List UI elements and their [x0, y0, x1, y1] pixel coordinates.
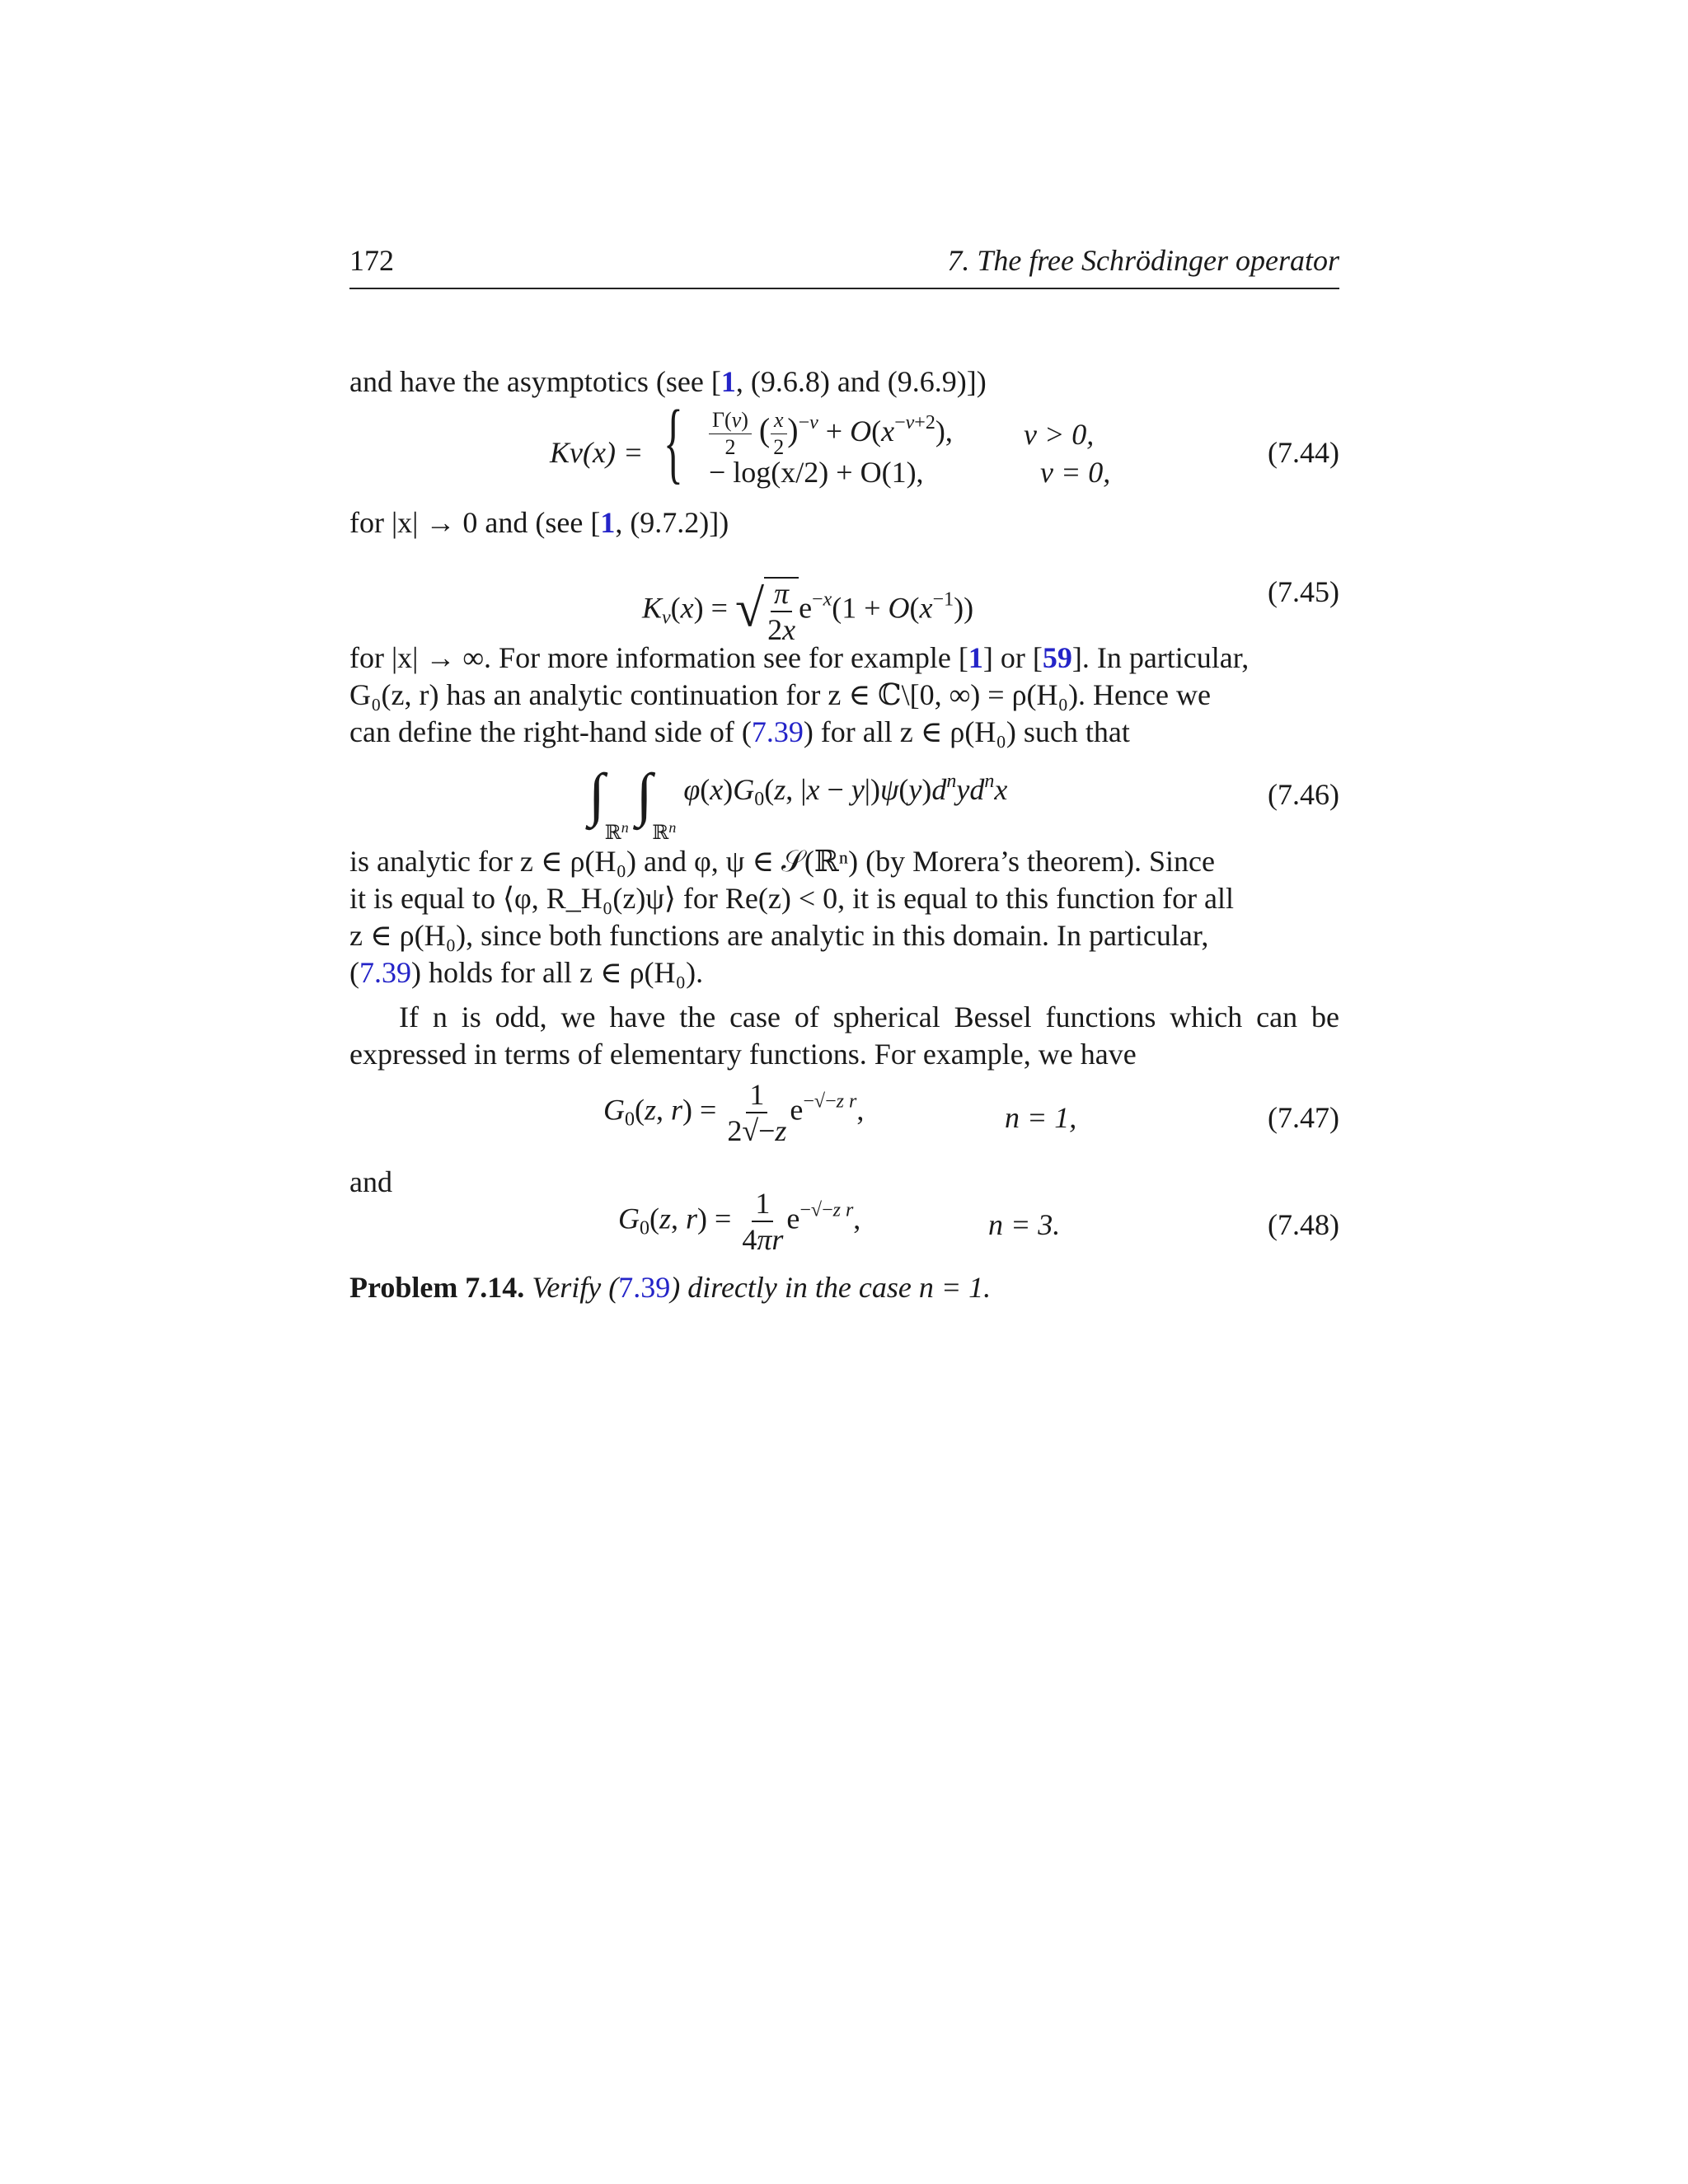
eq748-condition: n = 3. [988, 1208, 1061, 1241]
eq744-brace: { [663, 391, 683, 492]
page-number: 172 [349, 244, 394, 277]
eq747-condition: n = 1, [1005, 1101, 1077, 1134]
eq744-lhs: Kν(x) = [550, 436, 644, 469]
eq744-case1-condition: ν > 0, [1024, 418, 1095, 451]
connector-text: and [349, 1165, 392, 1198]
eq744-case2-condition: ν = 0, [1040, 456, 1111, 489]
equation-7-44 [349, 391, 1339, 497]
equation-number: (7.44) [1268, 436, 1339, 469]
equation-number: (7.46) [1268, 778, 1339, 811]
citation-link[interactable]: 59 [1042, 641, 1072, 674]
running-title: 7. The free Schrödinger operator [947, 244, 1339, 277]
equation-7-48 [349, 1183, 1339, 1266]
paragraph-asymptotics-intro: and have the asymptotics (see [1, (9.6.8) and (9.6.9)]) [349, 365, 987, 398]
eq747-body: $G_0(z$, r) = $\frac{1}{2√-z}$ $e^{-√-z r}$, [603, 1078, 865, 1147]
problem-title: Problem 7.14. [349, 1271, 525, 1304]
equation-ref-link[interactable]: 7.39 [359, 956, 411, 989]
equation-ref-link[interactable]: 7.39 [618, 1271, 671, 1304]
eq748-body: $G_0(z$, r) = $\frac{1}{4\pi r}$ $e^{-√-z r}$, [618, 1187, 861, 1256]
citation-link[interactable]: 1 [968, 641, 983, 674]
equation-number: (7.47) [1268, 1101, 1339, 1134]
paragraph-morera: is analytic for z ∈ ρ(H₀) and φ, ψ ∈ 𝒮(ℝⁿ) (by Morera’s theorem). Since it is equal to ⟨φ, R_H₀(z)ψ⟩ for Re(z) < 0, it is equal to this function for all z ∈ ρ(H₀), since both functions are analytic in this domain. In particular, (7.39) holds for all z ∈ ρ(H₀). [349, 845, 1235, 989]
equation-7-46 [349, 757, 1339, 847]
paragraph-spherical-bessel: If n is odd, we have the case of spherical Bessel functions which can be expressed in terms of elementary functions. For example, we have [349, 1001, 1339, 1071]
problem-7-14: Problem 7.14. Verify (7.39) directly in the case n = 1. [349, 1271, 992, 1304]
paragraph-large-x: for |x| → 0 and (see [1, (9.7.2)]) [349, 506, 729, 539]
eq744-case1: $\frac{\Gamma(\nu)}{2}$ ( $\frac{x}{2}$ )$^{-\nu} + O(x^{-\nu+2})$, [709, 410, 953, 458]
equation-ref-link[interactable]: 7.39 [751, 715, 804, 748]
equation-number: (7.48) [1268, 1208, 1339, 1241]
eq745-body: $K_\nu(x)$ = √ $\frac{\pi}{2x}$ $e^{-x}(1 + O(x^{-1}))$ [642, 577, 974, 646]
header-rule [349, 288, 1339, 289]
equation-7-47 [349, 1073, 1339, 1155]
equation-number: (7.45) [1268, 575, 1339, 608]
citation-link[interactable]: 1 [720, 365, 736, 398]
citation-link[interactable]: 1 [600, 506, 616, 539]
paragraph-analytic-continuation: for |x| → ∞. For more information see for example [1] or [59]. In particular, G₀(z, r) has an analytic continuation for z ∈ ℂ\[0, ∞) = ρ(H₀). Hence we can define the right-hand side of (7.39) for all z ∈ ρ(H₀) such that [349, 641, 1250, 748]
equation-7-45 [349, 551, 1339, 646]
eq746-body: $\int_{ℝ^n}$ $\int_{ℝ^n}$ $\varphi(x)G_0(z$, $|x - y|)\psi(y)d^nyd^nx$ [588, 762, 1008, 844]
eq744-case2: − log(x/2) + O(1), [709, 456, 924, 489]
